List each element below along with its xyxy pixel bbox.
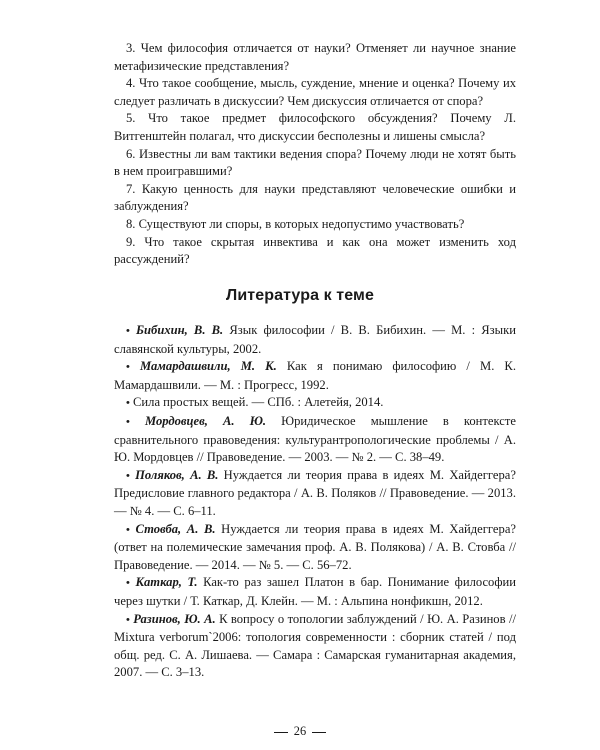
question-item: 5. Что такое предмет философского обсуждения? Почему Л. Витгенштейн полагал, что дискуссии бесполезны и лишены смысла? (114, 111, 516, 143)
reference-text: Как-то раз зашел Платон в бар. Понимание философии через шутки / Т. Каткар, Д. Клейн. — М. : Альпина нонфикшн, 2012. (114, 575, 516, 608)
reference-author: Мордовцев, А. Ю. (144, 413, 267, 428)
question-item: 7. Какую ценность для науки представляют человеческие ошибки и заблуждения? (114, 181, 516, 214)
footer-dash-right (312, 732, 326, 733)
reference-author: Каткар, Т. (135, 575, 198, 590)
reference-author: Мамардашвили, М. К. (139, 359, 277, 374)
reference-text: К вопросу о топологии заблуждений / Ю. А. Разинов // Mixtura verborum`2006: топология современности : сборник статей / под общ. ред. С. А. Лишаева. — Самара : Самарская гуманитарная академия, 2007. — С. 3–13. (114, 611, 516, 680)
reference-text: Нуждается ли теория права в идеях М. Хайдеггера? (ответ на полемические замечания проф. А. В. Полякова) / А. В. Стовба // Правоведение. — 2014. — № 5. — С. 56–72. (114, 521, 516, 572)
reference-text: Как я понимаю философию / М. К. Мамардашвили. — М. : Прогресс, 1992. (114, 359, 516, 392)
section-heading: Литература к теме (226, 287, 374, 304)
reference-item (114, 358, 516, 394)
bullet-icon: • (126, 397, 130, 410)
reference-author: Стовба, А. В. (135, 521, 216, 536)
reference-text: Сила простых вещей. — СПб. : Алетейя, 2014. (133, 395, 384, 410)
reference-author: Бибихин, В. В. (136, 323, 224, 337)
page-footer (0, 723, 600, 741)
reference-item (114, 322, 516, 358)
footer-dash-left (274, 732, 288, 733)
question-item: 9. Что такое скрытая инвектива и как она может изменить ход рассуждений? (114, 234, 516, 267)
reference-item (114, 521, 516, 575)
reference-item (114, 413, 516, 467)
reference-item (114, 394, 516, 413)
question-item: 6. Известны ли вам тактики ведения спора? Почему люди не хотят быть в нем проигравшими? (114, 146, 516, 179)
page-number: 26 (293, 724, 307, 738)
bullet-icon: • (126, 613, 130, 626)
reference-item (114, 574, 516, 610)
question-list (114, 40, 516, 269)
reference-text: Нуждается ли теория права в идеях М. Хайдеггера? Предисловие главного редактора / А. В. Поляков // Правоведение. — 2013. — № 4. — С. 6–11. (114, 467, 516, 518)
bullet-icon: • (126, 577, 130, 590)
reference-text: Язык философии / В. В. Бибихин. — М. : Языки славянской культуры, 2002. (114, 323, 516, 356)
question-item: 8. Существуют ли споры, в которых недопустимо участвовать? (126, 216, 465, 231)
reference-list (114, 322, 516, 682)
reference-author: Разинов, Ю. А. (133, 611, 216, 626)
reference-text: Юридическое мышление в контексте сравнительного правоведения: культурантропологические проблемы / А. Ю. Мордовцев // Правоведение. — 2003. — № 2. — С. 38–49. (114, 413, 516, 465)
bullet-icon: • (126, 415, 130, 428)
reference-item (114, 611, 516, 682)
reference-item (114, 467, 516, 521)
question-item: 4. Что такое сообщение, мысль, суждение, мнение и оценка? Почему их следует различать в дискуссии? Чем дискуссия отличается от спора? (114, 76, 516, 108)
bullet-icon: • (126, 523, 130, 536)
bullet-icon: • (126, 325, 130, 337)
question-item: 3. Чем философия отличается от науки? Отменяет ли научное знание метафизические представления? (114, 41, 516, 73)
bullet-icon: • (126, 361, 130, 374)
reference-author: Поляков, А. В. (135, 467, 219, 482)
bullet-icon: • (126, 469, 130, 482)
